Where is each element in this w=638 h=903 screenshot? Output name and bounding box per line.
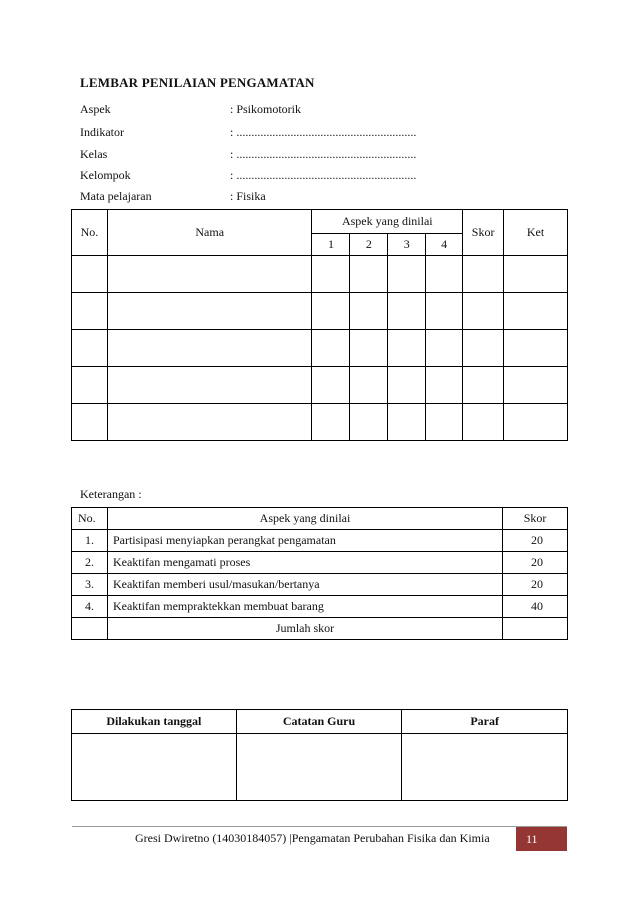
header-no: No. xyxy=(72,210,108,256)
table-row xyxy=(72,367,568,404)
info-label: Mata pelajaran xyxy=(80,189,152,203)
scoring-table xyxy=(71,507,568,640)
row-aspek: Partisipasi menyiapkan perangkat pengamatan xyxy=(107,530,502,552)
table-row xyxy=(72,256,568,293)
row-skor: 20 xyxy=(503,574,568,596)
row-no: 3. xyxy=(72,574,108,596)
footer-text: Gresi Dwiretno (14030184057) |Pengamatan Perubahan Fisika dan Kimia xyxy=(135,831,490,845)
header-aspek-4: 4 xyxy=(426,234,463,256)
table-row xyxy=(72,530,568,552)
header-paraf: Paraf xyxy=(402,710,568,734)
table-row xyxy=(72,734,568,801)
document-title: LEMBAR PENILAIAN PENGAMATAN xyxy=(80,75,315,90)
header-catatan: Catatan Guru xyxy=(236,710,402,734)
ket-header-no: No. xyxy=(72,508,108,530)
info-value: : ............................................................ xyxy=(230,125,417,139)
row-no: 2. xyxy=(72,552,108,574)
table-row xyxy=(72,404,568,441)
row-no: 4. xyxy=(72,596,108,618)
row-aspek: Keaktifan mempraktekkan membuat barang xyxy=(107,596,502,618)
info-label: Kelompok xyxy=(80,168,131,182)
ket-header-skor: Skor xyxy=(503,508,568,530)
header-aspek: Aspek yang dinilai xyxy=(312,210,463,234)
header-skor: Skor xyxy=(463,210,504,256)
header-aspek-1: 1 xyxy=(312,234,350,256)
row-aspek: Keaktifan memberi usul/masukan/bertanya xyxy=(107,574,502,596)
info-label: Indikator xyxy=(80,125,124,139)
table-row xyxy=(72,552,568,574)
header-aspek-3: 3 xyxy=(388,234,426,256)
info-value: : Fisika xyxy=(230,189,266,203)
assessment-table xyxy=(71,209,568,441)
total-row xyxy=(72,618,568,640)
header-aspek-2: 2 xyxy=(350,234,388,256)
header-tanggal: Dilakukan tanggal xyxy=(72,710,237,734)
page-number: 11 xyxy=(516,827,567,851)
footer-divider xyxy=(72,826,567,827)
info-value: : ............................................................ xyxy=(230,168,417,182)
info-value: : ............................................................ xyxy=(230,147,417,161)
ket-header-aspek: Aspek yang dinilai xyxy=(107,508,502,530)
row-no: 1. xyxy=(72,530,108,552)
keterangan-label: Keterangan : xyxy=(80,487,142,501)
total-label: Jumlah skor xyxy=(107,618,502,640)
info-label: Aspek xyxy=(80,102,111,116)
info-label: Kelas xyxy=(80,147,108,161)
row-skor: 20 xyxy=(503,552,568,574)
table-row xyxy=(72,574,568,596)
row-skor: 20 xyxy=(503,530,568,552)
row-aspek: Keaktifan mengamati proses xyxy=(107,552,502,574)
row-skor: 40 xyxy=(503,596,568,618)
header-ket: Ket xyxy=(504,210,568,256)
table-row xyxy=(72,596,568,618)
table-row xyxy=(72,293,568,330)
info-value: : Psikomotorik xyxy=(230,102,302,116)
header-nama: Nama xyxy=(107,210,312,256)
observer-table xyxy=(71,709,568,801)
table-row xyxy=(72,330,568,367)
